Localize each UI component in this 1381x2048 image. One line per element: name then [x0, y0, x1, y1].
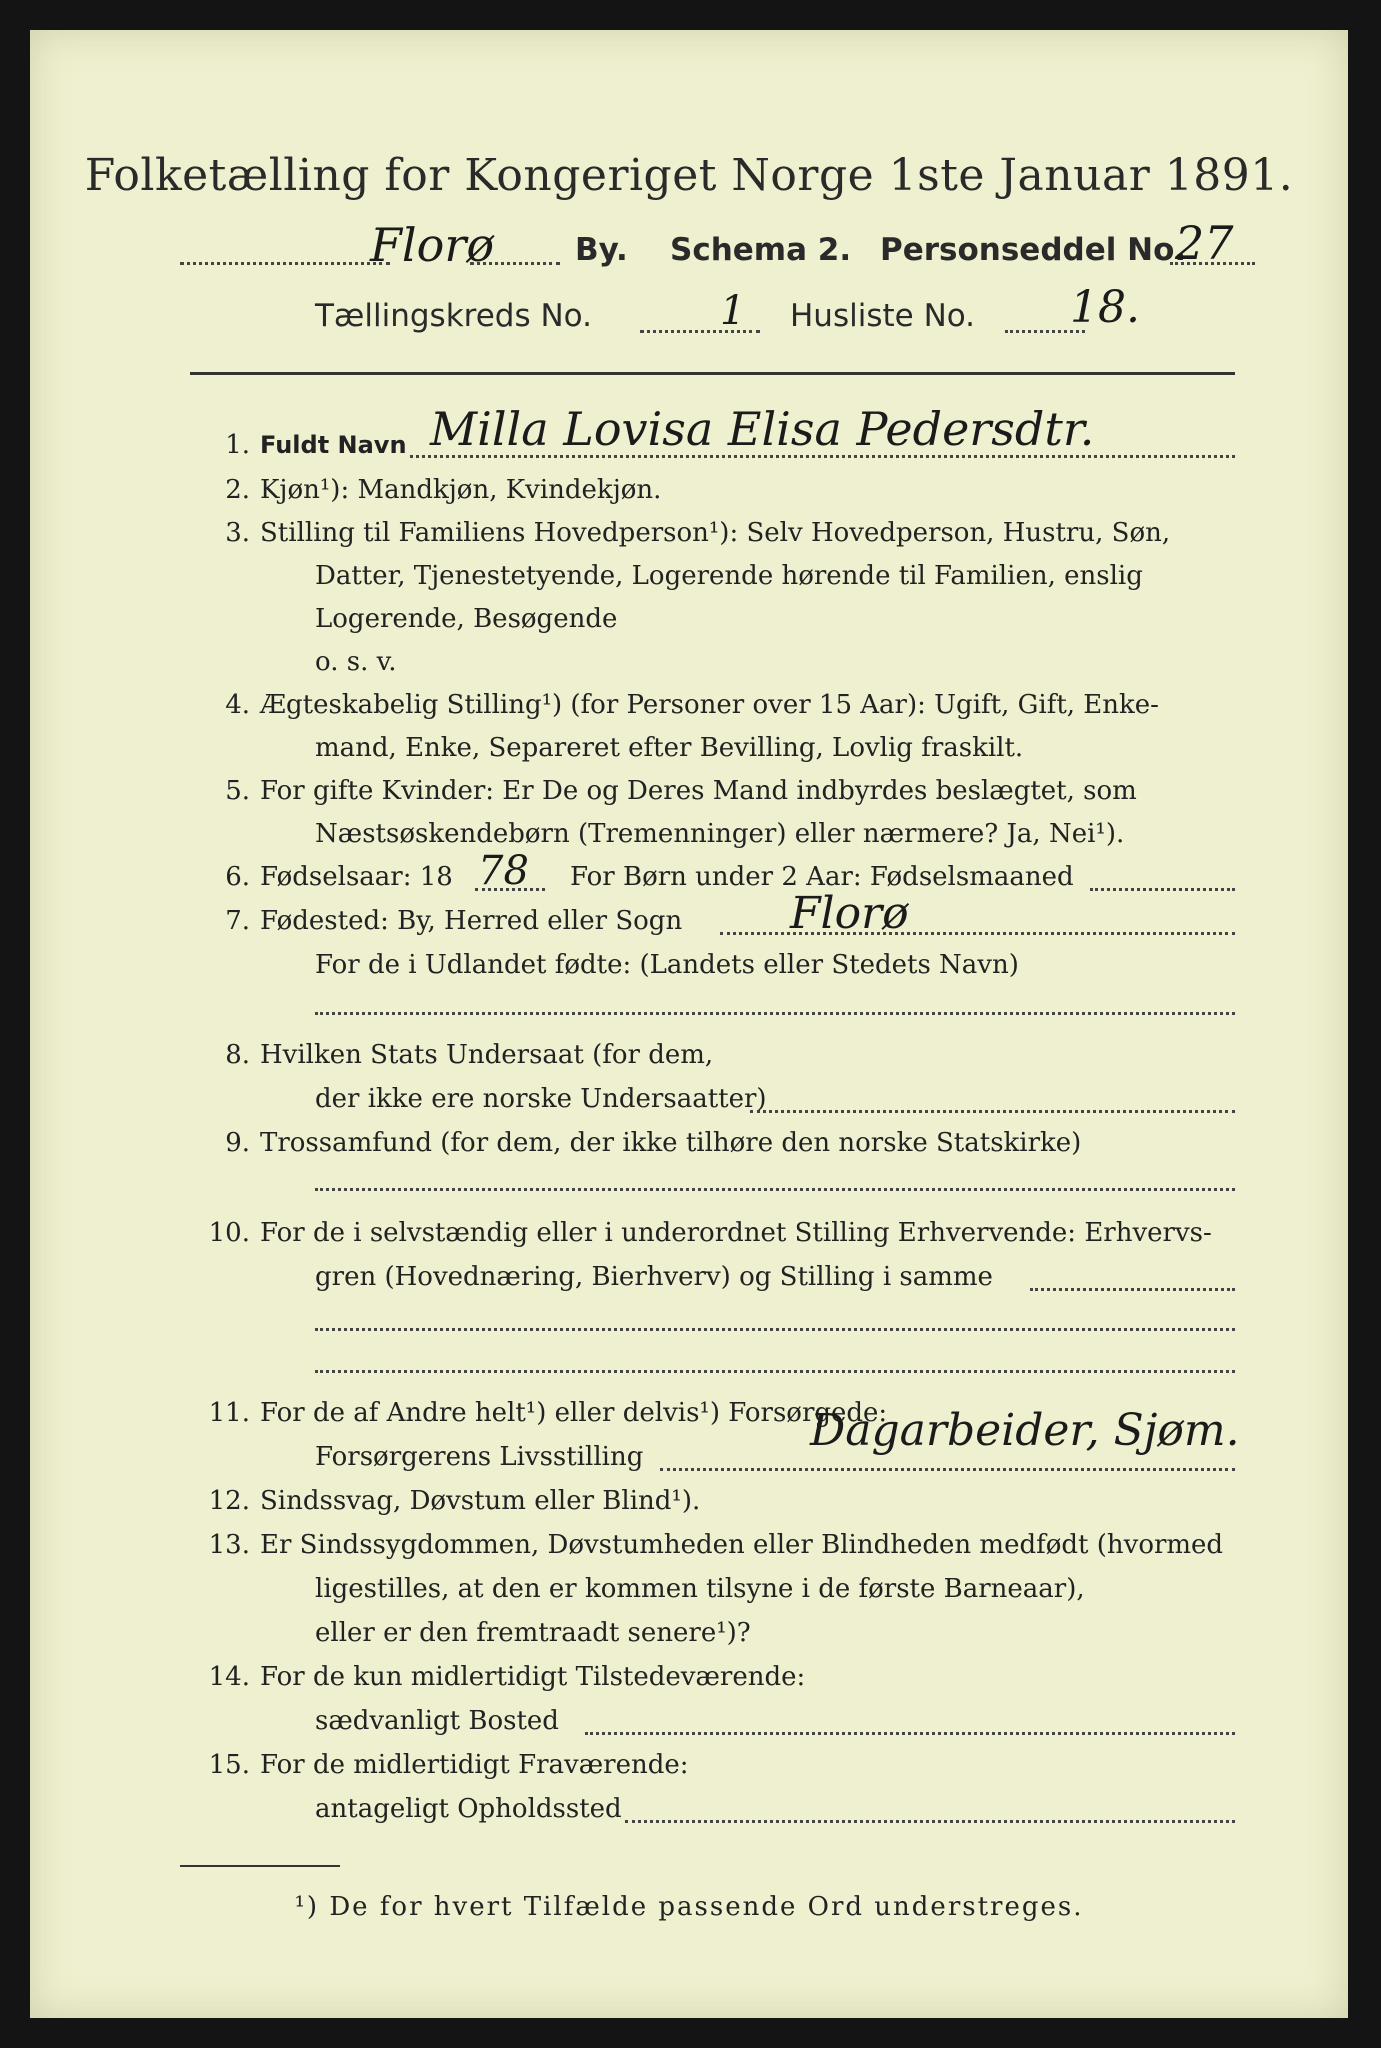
temporary-present-line1: For de kun midlertidigt Tilstedeværende: [260, 1662, 806, 1692]
probable-residence-dots [625, 1820, 1235, 1823]
name-value: Milla Lovisa Elisa Pedersdtr. [430, 402, 1095, 456]
item-number: 5. [225, 776, 250, 806]
birth-year-dots [475, 888, 545, 891]
probable-residence-label: antageligt Opholdssted [315, 1794, 622, 1824]
item-number: 11. [208, 1398, 250, 1428]
family-position-line2: Datter, Tjenestetyende, Logerende hørende til Familien, enslig [315, 561, 1143, 591]
kreds-number: 1 [720, 288, 746, 334]
item-number: 3. [225, 518, 250, 548]
citizenship-line1: Hvilken Stats Undersaat (for dem, [260, 1040, 714, 1070]
religion-dots [315, 1188, 1235, 1191]
congenital-line2: ligestilles, at den er kommen tilsyne i de første Barneaar), [315, 1574, 1085, 1604]
family-position-line3: Logerende, Besøgende [315, 604, 618, 634]
supporter-occupation-value: Dagarbeider, Sjøm. [810, 1405, 1240, 1456]
item-number: 15. [208, 1750, 250, 1780]
usual-residence-label: sædvanligt Bosted [315, 1706, 559, 1736]
supporter-occupation-label: Forsørgerens Livsstilling [315, 1442, 644, 1472]
gender-line: Kjøn¹): Mandkjøn, Kvindekjøn. [260, 475, 662, 505]
married-women-line1: For gifte Kvinder: Er De og Deres Mand indbyrdes beslægtet, som [260, 776, 1137, 806]
marital-line1: Ægteskabelig Stilling¹) (for Personer over 15 Aar): Ugift, Gift, Enke- [260, 690, 1159, 720]
marital-line2: mand, Enke, Separeret efter Bevilling, Lovlig fraskilt. [315, 733, 1024, 763]
family-position-line1: Stilling til Familiens Hovedperson¹): Selv Hovedperson, Hustru, Søn, [260, 518, 1171, 548]
footnote-rule [180, 1865, 340, 1867]
husliste-number: 18. [1070, 282, 1140, 333]
occupation-dots-2 [315, 1328, 1235, 1331]
item-number: 12. [208, 1486, 250, 1516]
supporter-dots [660, 1468, 1235, 1471]
disability-line: Sindssvag, Døvstum eller Blind¹). [260, 1486, 701, 1516]
item-number: 4. [225, 690, 250, 720]
congenital-line1: Er Sindssygdommen, Døvstumheden eller Blindheden medfødt (hvormed [260, 1530, 1224, 1560]
item-number: 13. [208, 1530, 250, 1560]
congenital-line3: eller er den fremtraadt senere¹)? [315, 1618, 751, 1648]
usual-residence-dots [585, 1732, 1235, 1735]
citizenship-line2: der ikke ere norske Undersaatter) [315, 1084, 767, 1114]
item-number: 2. [225, 475, 250, 505]
birth-month-dots [1090, 888, 1235, 891]
supported-line1: For de af Andre helt¹) eller delvis¹) Forsørgede: [260, 1398, 888, 1428]
form-title: Folketælling for Kongeriget Norge 1ste Januar 1891. [84, 150, 1294, 201]
item-number: 9. [225, 1128, 250, 1158]
foreign-birthplace-dots [315, 1012, 1235, 1015]
foreign-birthplace-label: For de i Udlandet fødte: (Landets eller Stedets Navn) [315, 950, 1019, 980]
husliste-label: Husliste No. [790, 298, 976, 334]
census-form [30, 30, 1348, 2018]
birth-year-label: Fødselsaar: 18 [260, 862, 453, 892]
header-rule [190, 372, 1235, 375]
personseddel-label: Personseddel No. [880, 232, 1187, 268]
town-dots-2 [470, 262, 560, 265]
town-handwritten: Florø [370, 218, 495, 272]
religion-line: Trossamfund (for dem, der ikke tilhøre den norske Statskirke) [260, 1128, 1082, 1158]
item-number: 1. [225, 430, 250, 460]
birthplace-value: Florø [790, 888, 909, 939]
item-number: 7. [225, 906, 250, 936]
item-number: 14. [208, 1662, 250, 1692]
birthplace-label: Fødested: By, Herred eller Sogn [260, 906, 683, 936]
citizenship-dots [750, 1110, 1235, 1113]
by-label: By. [575, 232, 628, 268]
item-number: 6. [225, 862, 250, 892]
personseddel-dots [1170, 262, 1255, 265]
occupation-line2: gren (Hovednæring, Bierhverv) og Stilling i samme [315, 1262, 993, 1292]
personseddel-number: 27 [1175, 216, 1234, 270]
temporary-absent-line1: For de midlertidigt Fraværende: [260, 1750, 689, 1780]
occupation-dots-3 [315, 1370, 1235, 1373]
birth-year-value: 78 [478, 848, 529, 894]
footnote: ¹) De for hvert Tilfælde passende Ord understreges. [294, 1892, 1084, 1922]
schema-label: Schema 2. [670, 232, 852, 268]
town-dots [180, 262, 390, 265]
occupation-line1: For de i selvstændig eller i underordnet Stilling Erhvervende: Erhvervs- [260, 1218, 1212, 1248]
kreds-label: Tællingskreds No. [315, 298, 592, 334]
family-position-line4: o. s. v. [315, 647, 397, 677]
item-number: 10. [208, 1218, 250, 1248]
birth-month-label: For Børn under 2 Aar: Fødselsmaaned [570, 862, 1074, 892]
name-label: Fuldt Navn [260, 431, 407, 459]
item-number: 8. [225, 1040, 250, 1070]
occupation-dots-1 [1030, 1288, 1235, 1291]
married-women-line2: Næstsøskendebørn (Tremenninger) eller nærmere? Ja, Nei¹). [315, 819, 1125, 849]
